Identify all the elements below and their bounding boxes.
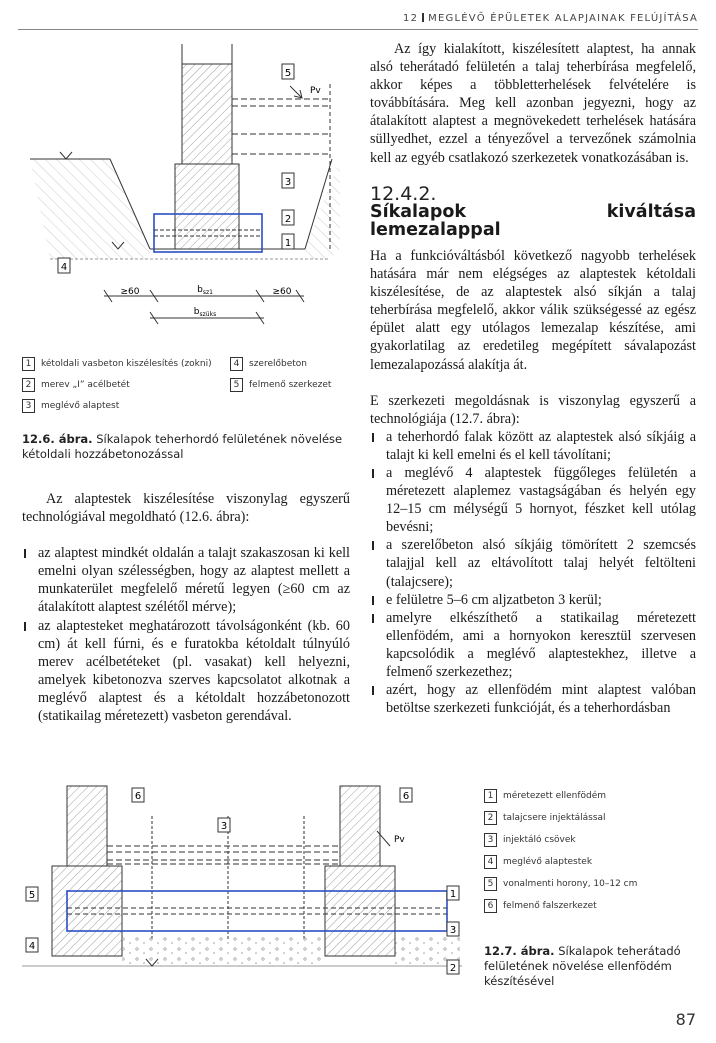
svg-text:2: 2 [284, 214, 292, 225]
list-item: a szerelőbeton alsó síkjáig tömörített 2 szemcsés talajjal kell az eltávolított talaj helyét feltölteni (talajcsere); [370, 536, 696, 590]
right-column [370, 40, 696, 717]
fig126-legend-left [22, 356, 212, 414]
list-item: a teherhordó falak között az alaptestek alsó síkjáig a talajt ki kell emelni és el kell távolítani; [370, 428, 696, 464]
fig127-label-4 [26, 938, 38, 952]
left-column [22, 490, 350, 725]
fig126-label-1 [282, 234, 294, 249]
fig127-label-2 [447, 960, 459, 974]
fig126-dim-right: ≥60 [272, 287, 292, 297]
list-item: a meglévő 4 alaptestek függőleges felületén a méretezett alaplemez vastagságában és helyén egy 12–15 cm mélységű 5 hornyot, fészket kell utólag bevésni; [370, 464, 696, 536]
figure-12-7 [22, 776, 472, 986]
header-page: 12 [403, 13, 419, 24]
fig127-pv-label: Pv [394, 835, 405, 845]
right-para2: Ha a funkcióváltásból következő nagyobb terhelések hatására már nem elégséges az alaptestek kétoldali kiszélesítése, de az alaptestek alsó síkján a talaj teherbírása megfelelő, akkor válik szükségessé az egész épület alatt egy utólagos lemezalap készítése, ami gyakorlatilag az eredetileg megépített sávalapozást lemezalapozássá alakítja át. [370, 247, 696, 373]
legend-item: 1 méretezett ellenfödém [484, 788, 704, 804]
svg-text:3: 3 [449, 925, 457, 936]
figure-12-6 [20, 44, 350, 334]
svg-text:3: 3 [284, 177, 292, 188]
fig127-label-6a [132, 788, 144, 802]
left-intro: Az alaptestek kiszélesítése viszonylag egyszerű technológiával megoldható (12.6. ábra): [22, 491, 350, 526]
svg-text:6: 6 [134, 791, 142, 802]
fig126-legend-right [230, 356, 360, 393]
legend-item: 6 felmenő falszerkezet [484, 898, 704, 914]
fig126-label-3 [282, 173, 294, 188]
fig126-label-5 [282, 64, 294, 79]
svg-text:4: 4 [28, 941, 36, 952]
list-item: az alaptest mindkét oldalán a talajt szakaszosan ki kell emelni olyan szélességben, hogy az alaptest mellett a munkaterület megfelelő méretű legyen (≥60 cm az átalakított alaptest szélétől mérve); [22, 544, 350, 616]
legend-item: 4 szerelőbeton [230, 356, 360, 372]
svg-text:1: 1 [284, 238, 292, 249]
svg-text:2: 2 [449, 963, 457, 974]
fig126-dim-left: ≥60 [120, 287, 140, 297]
fig127-legend [484, 788, 704, 914]
section-heading [370, 182, 696, 240]
legend-item: 3 injektáló csövek [484, 832, 704, 848]
fig127-caption: 12.7. ábra. Síkalapok teherátadó felületének növelése ellenfödém készítésével [484, 944, 681, 988]
legend-item: 2 merev „I” acélbetét [22, 377, 212, 393]
svg-text:5: 5 [28, 890, 36, 901]
section-title: Síkalapok kiváltása lemezalappal [370, 201, 696, 240]
figure-12-6-drawing [20, 44, 350, 334]
legend-item: 4 meglévő alaptestek [484, 854, 704, 870]
section-number: 12.4.2. [370, 182, 437, 205]
fig127-label-5 [26, 887, 38, 901]
svg-text:3: 3 [220, 821, 228, 832]
right-para1: Az így kialakított, kiszélesített alaptest, ha annak alsó teherátadó felületén a talaj teherbírása megfelelő, akkor képes a többletterhelések felvételére is továbbítására. Meg kell azonban jegyezni, hogy az átalakított alaptest a megnövekedett terhelések hatására süllyedhet, ezzel a tényezővel a tervezőnek számolnia kell az egyéb csatlakozó szerkezetek vonatkozásában is. [370, 41, 696, 166]
running-header [403, 13, 698, 24]
list-item: az alaptesteket meghatározott távolságonként (kb. 60 cm) át kell fúrni, és e furatokba kétoldalt túlnyúló merev acélbetéteket (pl. vasakat) kell helyezni, amelyek kibetonozva szerves kapcsolatot alkotnak a meglévő alaptest és a kétoldalt hozzábetonozott (statikailag méretezett) vasbeton gerendával. [22, 617, 350, 726]
fig126-pv-label: Pv [310, 86, 321, 96]
svg-text:1: 1 [449, 889, 457, 900]
svg-text:5: 5 [284, 68, 292, 79]
fig126-dim-bszuks: $b_{szüks}$ [193, 307, 217, 318]
header-separator [422, 13, 424, 22]
fig126-label-2 [282, 210, 294, 225]
fig126-label-4 [58, 258, 70, 273]
fig127-label-3b [447, 922, 459, 936]
legend-item: 1 kétoldali vasbeton kiszélesítés (zokni) [22, 356, 212, 372]
fig127-label-3 [218, 818, 230, 832]
list-item: azért, hogy az ellenfödém mint alaptest valóban betöltse szerkezeti funkcióját, és a teherhordásban [370, 681, 696, 717]
right-bullets [370, 428, 696, 718]
left-bullets [22, 544, 350, 725]
header-title: MEGLÉVŐ ÉPÜLETEK ALAPJAINAK FELÚJÍTÁSA [428, 13, 698, 24]
legend-item: 5 vonalmenti horony, 10–12 cm [484, 876, 704, 892]
legend-item: 3 meglévő alaptest [22, 398, 212, 414]
legend-item: 5 felmenő szerkezet [230, 377, 360, 393]
fig127-label-6b [400, 788, 412, 802]
page-number: 87 [675, 1010, 696, 1029]
fig127-label-1 [447, 886, 459, 900]
list-item: e felületre 5–6 cm aljzatbeton 3 kerül; [370, 591, 696, 609]
fig126-caption: 12.6. ábra. Síkalapok teherhordó felületének növelése kétoldali hozzábetonozással [22, 432, 343, 461]
fig126-dim-bsz1: $b_{sz1}$ [197, 285, 213, 296]
right-para3: E szerkezeti megoldásnak is viszonylag egyszerű a technológiája (12.7. ábra): [370, 392, 696, 427]
header-rule [18, 29, 698, 30]
svg-text:4: 4 [60, 262, 68, 273]
legend-item: 2 talajcsere injektálással [484, 810, 704, 826]
svg-text:6: 6 [402, 791, 410, 802]
list-item: amelyre elkészíthető a statikailag méretezett ellenfödém, ami a hornyokon keresztül szervesen kapcsolódik a meglévő alaptestekhez, illetve a felmenő szerkezethez; [370, 609, 696, 681]
figure-12-7-drawing [22, 776, 472, 986]
